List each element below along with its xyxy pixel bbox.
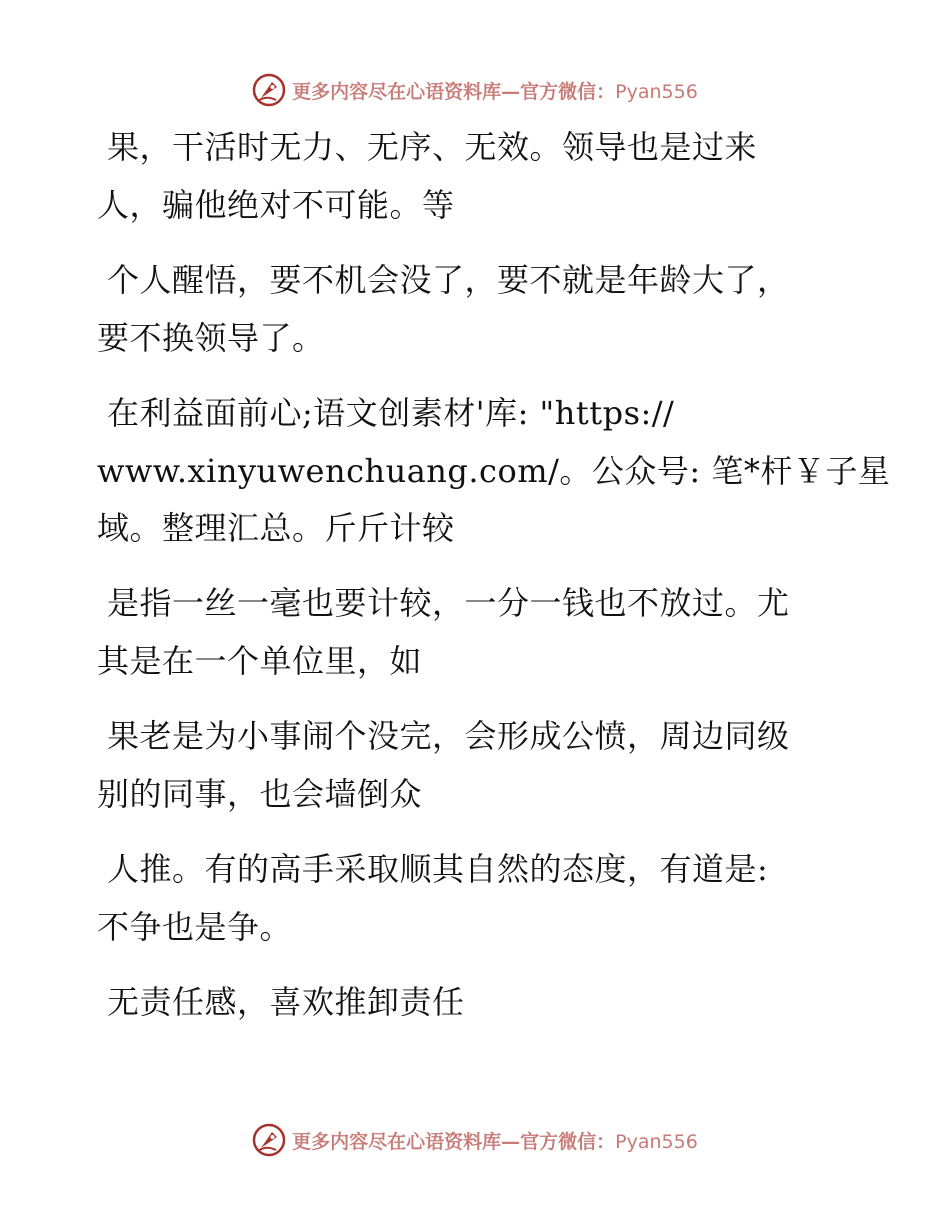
watermark-contact: Pyan556	[615, 80, 698, 103]
pen-nib-logo-icon	[252, 1123, 286, 1157]
text-line: 无责任感，喜欢推卸责任	[107, 983, 465, 1021]
text-line: 果，干活时无力、无序、无效。领导也是过来	[107, 128, 758, 166]
footer-watermark	[0, 1120, 950, 1160]
text-line: 人推。有的高手采取顺其自然的态度，有道是:	[107, 850, 769, 888]
watermark-contact: Pyan556	[615, 1130, 698, 1153]
watermark-text: 更多内容尽在心语资料库—官方微信：Pyan556	[292, 80, 698, 103]
text-line: 要不换领导了。	[97, 319, 325, 357]
text-line: 在利益面前心;语文创素材'库: "https://	[107, 394, 675, 432]
text-line: 人，骗他绝对不可能。等	[97, 186, 455, 224]
text-line: 是指一丝一毫也要计较，一分一钱也不放过。尤	[107, 584, 790, 622]
text-line: 其是在一个单位里，如	[97, 642, 423, 680]
text-line: 个人醒悟，要不机会没了，要不就是年龄大了，	[107, 261, 790, 299]
text-line: 不争也是争。	[97, 908, 293, 946]
text-line: 果老是为小事闹个没完，会形成公愤，周边同级	[107, 717, 790, 755]
watermark-text: 更多内容尽在心语资料库—官方微信：Pyan556	[292, 1130, 698, 1153]
text-line: 域。整理汇总。斤斤计较	[97, 509, 455, 547]
text-line: www.xinyuwenchuang.com/。公众号: 笔*杆￥子星	[97, 452, 891, 490]
text-line: 别的同事，也会墙倒众	[97, 775, 423, 813]
